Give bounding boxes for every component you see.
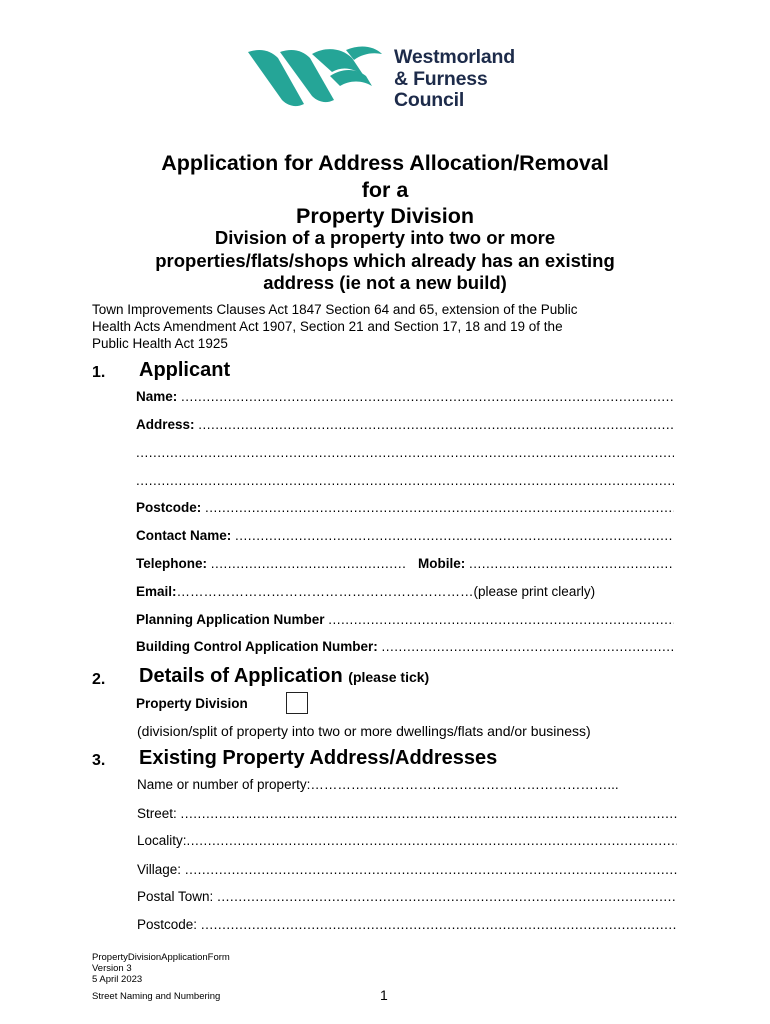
email-field[interactable] — [136, 583, 681, 601]
address-label: Address: — [136, 417, 195, 432]
planning-application-field[interactable] — [136, 611, 674, 629]
name-number-dots: …………………………………………………………... — [310, 777, 619, 792]
planning-dots — [328, 611, 674, 629]
name-number-label: Name or number of property: — [137, 777, 311, 792]
section-2-title: Details of Application — [139, 665, 343, 687]
form-title — [80, 150, 690, 230]
section-3-number: 3. — [92, 752, 106, 769]
telephone-field[interactable] — [136, 555, 406, 573]
subtitle-line: address (ie not a new build) — [263, 272, 507, 293]
property-division-checkbox[interactable] — [286, 692, 308, 714]
address-dots — [136, 472, 674, 490]
subtitle-line: properties/flats/shops which already has an existing — [155, 249, 615, 271]
logo-line: Council — [394, 89, 465, 111]
section-2-number: 2. — [92, 671, 106, 688]
section-1-number: 1. — [92, 364, 106, 381]
applicant-address-line-3[interactable] — [136, 472, 674, 490]
address-dots — [198, 416, 674, 434]
street-label: Street: — [137, 806, 177, 821]
page-number: 1 — [380, 987, 388, 1003]
building-dots — [382, 638, 675, 656]
postcode-label: Postcode: — [137, 917, 198, 932]
village-label: Village: — [137, 862, 182, 877]
locality-field[interactable] — [137, 832, 677, 850]
section-2-heading — [139, 665, 429, 688]
form-subtitle — [80, 227, 690, 295]
section-1-heading: Applicant — [139, 359, 231, 381]
property-division-label: Property Division — [136, 696, 248, 711]
email-dots: ………………………………………………………… — [176, 584, 474, 599]
applicant-address-field[interactable] — [136, 416, 674, 434]
property-postcode-field[interactable] — [137, 916, 677, 934]
village-field[interactable] — [137, 861, 677, 879]
property-division-description: (division/split of property into two or more dwellings/flats and/or business) — [137, 723, 591, 739]
tick-note: (please tick) — [348, 669, 430, 685]
act-line: Public Health Act 1925 — [92, 336, 228, 351]
title-line: Application for Address Allocation/Removal — [161, 151, 609, 175]
building-control-label: Building Control Application Number: — [136, 639, 378, 654]
mobile-label: Mobile: — [418, 556, 466, 571]
name-label: Name: — [136, 389, 178, 404]
postcode-dots — [201, 916, 677, 934]
title-line: Property Division — [295, 204, 474, 228]
council-logo-icon — [246, 44, 386, 110]
contact-name-field[interactable] — [136, 527, 674, 545]
postal-town-field[interactable] — [137, 888, 677, 906]
applicant-name-field[interactable] — [136, 388, 674, 406]
contact-dots — [235, 527, 674, 545]
telephone-label: Telephone: — [136, 556, 208, 571]
logo-line: & Furness — [394, 67, 488, 90]
email-label: Email: — [136, 584, 177, 599]
section-3-heading: Existing Property Address/Addresses — [139, 747, 498, 769]
act-line: Town Improvements Clauses Act 1847 Section 64 and 65, extension of the Public — [92, 302, 578, 317]
postcode-label: Postcode: — [136, 500, 202, 515]
footer-version: Version 3 — [92, 963, 132, 974]
property-name-number-field[interactable] — [137, 776, 677, 794]
postcode-dots — [205, 499, 674, 517]
title-line: for a — [361, 177, 409, 202]
council-name — [394, 47, 515, 112]
locality-label: Locality: — [137, 833, 187, 848]
footer-form-name: PropertyDivisionApplicationForm — [92, 952, 230, 963]
mobile-field[interactable] — [418, 555, 674, 573]
street-field[interactable] — [137, 805, 677, 823]
applicant-postcode-field[interactable] — [136, 499, 674, 517]
contact-name-label: Contact Name: — [136, 528, 232, 543]
planning-label: Planning Application Number — [136, 612, 325, 627]
name-dots — [181, 388, 674, 406]
footer-date: 5 April 2023 — [92, 974, 143, 985]
subtitle-line: Division of a property into two or more — [214, 227, 556, 248]
footer-department: Street Naming and Numbering — [92, 991, 221, 1002]
postal-town-label: Postal Town: — [137, 889, 214, 904]
logo-line: Westmorland — [394, 46, 515, 68]
address-dots — [136, 444, 674, 462]
email-note: (please print clearly) — [473, 584, 596, 599]
postal-town-dots — [217, 888, 677, 906]
street-dots — [181, 805, 677, 823]
act-line: Health Acts Amendment Act 1907, Section 21 and Section 17, 18 and 19 of the — [92, 319, 563, 334]
mobile-dots — [469, 555, 674, 573]
village-dots — [185, 861, 677, 879]
applicant-address-line-2[interactable] — [136, 444, 674, 462]
telephone-dots — [211, 555, 406, 573]
locality-dots — [187, 832, 677, 850]
building-control-field[interactable] — [136, 638, 674, 656]
legislation-text — [92, 301, 692, 352]
phone-row — [136, 555, 674, 573]
